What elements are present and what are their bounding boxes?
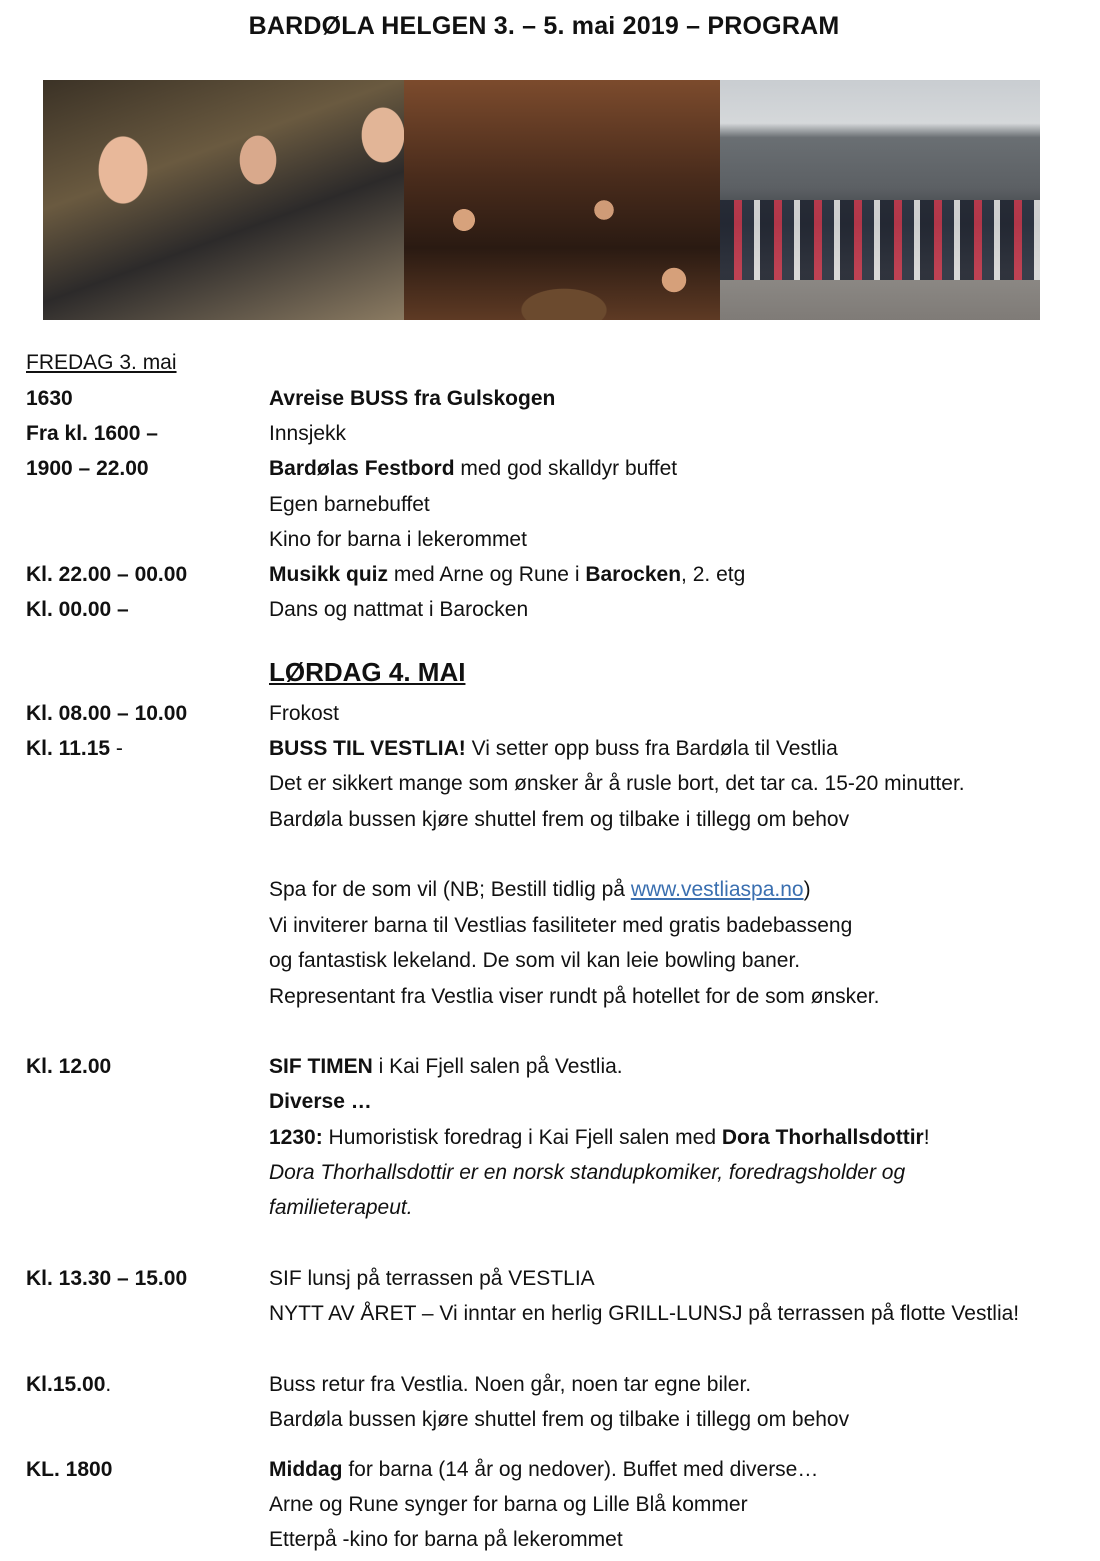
program-item: Avreise BUSS fra Gulskogen: [269, 387, 556, 410]
time-label: 1900 – 22.00: [26, 457, 149, 480]
program-item: Innsjekk: [269, 422, 347, 445]
program-item: Dans og nattmat i Barocken: [269, 598, 529, 621]
time-label: Kl. 13.30 – 15.00: [26, 1267, 188, 1290]
time-label: Kl. 22.00 – 00.00: [26, 563, 188, 586]
program-item: Middag for barna (14 år og nedover). Buffet med diverse…: [269, 1458, 819, 1481]
saturday-heading: LØRDAG 4. MAI: [269, 657, 466, 687]
photo-outdoor-terrace: [720, 80, 1040, 320]
program-item: Bardøla bussen kjøre shuttel frem og tilbake i tillegg om behov: [269, 808, 850, 831]
program-item: Representant fra Vestlia viser rundt på hotellet for de som ønsker.: [269, 985, 880, 1008]
photo-meeting-people: [43, 80, 404, 320]
program-item: og fantastisk lekeland. De som vil kan leie bowling baner.: [269, 949, 801, 972]
program-item: Kino for barna i lekerommet: [269, 528, 527, 551]
program-item: Vi inviterer barna til Vestlias fasiliteter med gratis badebasseng: [269, 914, 853, 937]
vestliaspa-link[interactable]: www.vestliaspa.no: [630, 878, 804, 901]
time-label: Fra kl. 1600 –: [26, 422, 158, 445]
program-item: Frokost: [269, 702, 340, 725]
program-item: Spa for de som vil (NB; Bestill tidlig på www.vestliaspa.no): [269, 878, 811, 901]
friday-heading: FREDAG 3. mai: [26, 351, 177, 374]
program-item: Dora Thorhallsdottir er en norsk standupkomiker, foredragsholder og: [269, 1161, 906, 1184]
time-label: Kl. 00.00 –: [26, 598, 129, 621]
program-item: Det er sikkert mange som ønsker år å rusle bort, det tar ca. 15-20 minutter.: [269, 772, 965, 795]
time-label: Kl. 12.00: [26, 1055, 112, 1078]
time-label: Kl. 11.15 -: [26, 737, 123, 760]
program-item: Arne og Rune synger for barna og Lille Blå kommer: [269, 1493, 748, 1516]
page-title: BARDØLA HELGEN 3. – 5. mai 2019 – PROGRAM: [248, 12, 840, 40]
program-item: SIF TIMEN i Kai Fjell salen på Vestlia.: [269, 1055, 623, 1078]
time-label: Kl. 08.00 – 10.00: [26, 702, 188, 725]
program-item: Bardølas Festbord med god skalldyr buffet: [269, 457, 678, 480]
program-item: Egen barnebuffet: [269, 493, 430, 516]
program-item: Musikk quiz med Arne og Rune i Barocken, 2. etg: [269, 563, 746, 586]
program-item: 1230: Humoristisk foredrag i Kai Fjell salen med Dora Thorhallsdottir!: [269, 1126, 930, 1149]
program-item: SIF lunsj på terrassen på VESTLIA: [269, 1267, 595, 1290]
program-item: BUSS TIL VESTLIA! Vi setter opp buss fra Bardøla til Vestlia: [269, 737, 838, 760]
program-item: Buss retur fra Vestlia. Noen går, noen tar egne biler.: [269, 1373, 752, 1396]
program-item: familieterapeut.: [269, 1196, 413, 1219]
time-label: KL. 1800: [26, 1458, 113, 1481]
photo-strip: [43, 80, 1040, 320]
program-item: NYTT AV ÅRET – Vi inntar en herlig GRILL-LUNSJ på terrassen på flotte Vestlia!: [269, 1302, 1020, 1325]
photo-social-gathering: [404, 80, 720, 320]
program-item: Diverse …: [269, 1090, 372, 1113]
program-item: Etterpå -kino for barna på lekerommet: [269, 1528, 623, 1551]
time-label: 1630: [26, 387, 73, 410]
program-item: Bardøla bussen kjøre shuttel frem og tilbake i tillegg om behov: [269, 1408, 850, 1431]
time-label: Kl.15.00.: [26, 1373, 112, 1396]
